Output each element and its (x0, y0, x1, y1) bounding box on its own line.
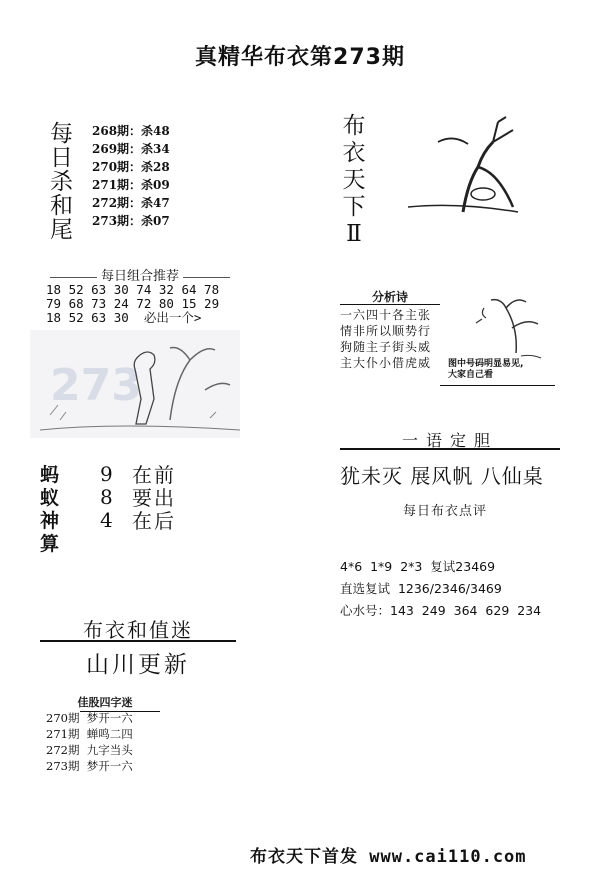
poem-row: 273期 梦开一六 (46, 759, 133, 773)
riddle-answer: 山川更新 (86, 652, 190, 678)
poem-line: 一六四十各主张 (340, 308, 432, 322)
note-line: 图中号码明显易见, (448, 359, 524, 369)
ant-text: 在前 (132, 463, 176, 487)
ant-label-char: 蚂 (40, 464, 60, 486)
title-char: Ⅱ (346, 221, 362, 247)
kill-row: 273期：杀07 (92, 214, 170, 228)
poem-row: 272期 九字当头 (46, 743, 133, 757)
kill-row: 270期：杀28 (92, 160, 170, 174)
kill-row: 269期：杀34 (92, 142, 170, 156)
analysis-poem (340, 307, 431, 371)
svg-text:273: 273 (50, 360, 142, 411)
kill-row: 272期：杀47 (92, 196, 170, 210)
divider (340, 448, 560, 450)
ant-number: 8 (100, 484, 113, 509)
one-word-header: 一语定胆 (401, 431, 498, 450)
title-char: 布 (342, 113, 366, 139)
right-title (340, 113, 368, 248)
combo-header: 每日组合推荐 (42, 265, 238, 284)
daily-review: 每日布衣点评 (402, 504, 487, 519)
ant-text: 在后 (132, 509, 176, 533)
picks-line: 心水号：143 249 364 629 234 (340, 603, 542, 618)
ant-number: 9 (100, 461, 113, 486)
combo-row: 18 52 63 30 必出一个> (46, 310, 202, 325)
note-line: 大家自己看 (448, 370, 494, 380)
title-char: 天 (342, 167, 366, 193)
poem-row: 270期 梦开一六 (46, 711, 133, 725)
label-char: 每 (50, 121, 73, 147)
divider (40, 640, 236, 642)
picks-line: 4*6 1*9 2*3 复试23469 (340, 559, 496, 574)
label-char: 日 (50, 145, 73, 171)
title-char: 衣 (342, 140, 366, 166)
sage-illustration (20, 330, 245, 440)
ant-row (40, 531, 176, 554)
kill-tail-list (92, 122, 170, 230)
poem-four-list (46, 710, 133, 774)
one-word-phrase: 犹未灭 展风帆 八仙桌 (340, 464, 544, 488)
picks-section (340, 556, 541, 622)
title-char: 下 (342, 194, 366, 220)
divider (340, 304, 440, 305)
ant-label-char: 神 (40, 510, 60, 532)
combo-row: 18 52 63 30 74 32 64 78 (46, 282, 220, 297)
analysis-note (448, 359, 523, 381)
kill-tail-label (50, 122, 76, 242)
kill-row: 271期：杀09 (92, 178, 170, 192)
ant-row (40, 508, 176, 531)
poem-line: 狗随主子街头威 (340, 340, 432, 354)
analysis-header: 分析诗 (371, 290, 408, 304)
page-title: 真精华布衣第273期 (195, 45, 405, 70)
ant-label-char: 算 (40, 533, 60, 555)
ant-text: 要出 (132, 486, 176, 510)
combo-rows (46, 283, 219, 325)
kill-row: 268期：杀48 (92, 124, 170, 138)
riddle-title: 布衣和值迷 (83, 618, 193, 642)
label-char: 尾 (50, 217, 73, 243)
footer-source: 布衣天下首发 www.cai110.com (250, 847, 527, 867)
divider (440, 385, 555, 386)
combo-row: 79 68 73 24 72 80 15 29 (46, 296, 220, 311)
picks-line: 直选复试 1236/2346/3469 (340, 581, 502, 596)
ant-label-char: 蚁 (40, 487, 60, 509)
poem-four-header: 佳股四字迷 (40, 694, 170, 710)
poem-row: 271期 蝉鸣二四 (46, 727, 133, 741)
ant-number: 4 (100, 507, 113, 532)
ant-god-section (40, 462, 176, 554)
poem-line: 主大仆小借虎威 (340, 356, 432, 370)
tree-illustration (398, 112, 548, 227)
label-char: 杀 (50, 169, 73, 195)
label-char: 和 (50, 193, 73, 219)
poem-line: 情非所以顺势行 (340, 324, 432, 338)
